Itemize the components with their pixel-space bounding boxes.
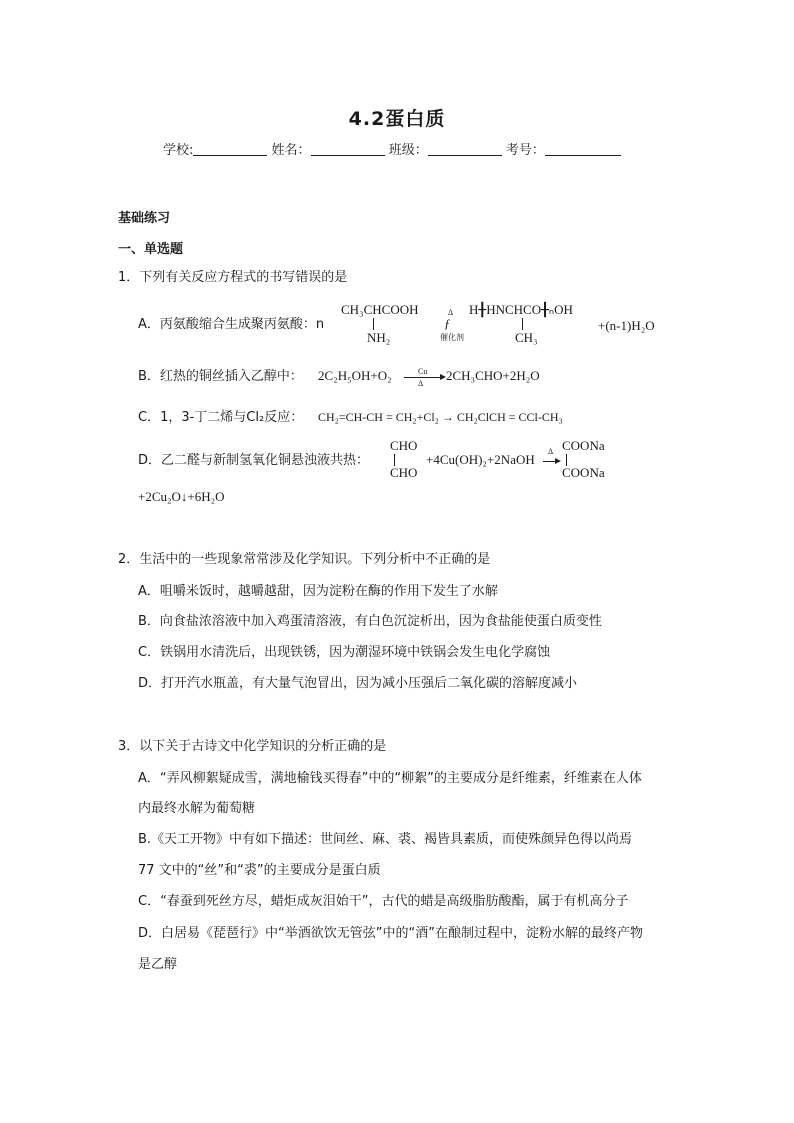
q1-a-reactant-top: CH₃CHCOOH xyxy=(341,302,419,317)
q1-a-polymer: H╂HNCHCO╂ₙOH xyxy=(469,302,573,317)
q1-b-cond-bottom: Δ xyxy=(418,379,424,388)
q2-option-c: C．铁锅用水清洗后，出现铁锈，因为潮湿环境中铁锅会发生电化学腐蚀 xyxy=(138,645,551,660)
q1-d-tail: +2Cu₂O↓+6H₂O xyxy=(138,489,225,504)
q3-option-d-line1: D．白居易《琵琶行》中“举酒欲饮无管弦”中的“酒”在酿制过程中，淀粉水解的最终产物 xyxy=(138,926,643,941)
name-label: 姓名： xyxy=(271,143,311,158)
class-label: 班级： xyxy=(388,143,428,158)
q1-option-d-label: D．乙二醛与新制氢氧化铜悬浊液共热： xyxy=(138,453,370,468)
q1-b-cond-top: Cu xyxy=(418,367,428,376)
school-label: 学校: xyxy=(163,143,194,158)
q3-option-c: C．“春蚕到死丝方尽，蜡炬成灰泪始干”，古代的蜡是高级脂肪酸酯，属于有机高分子 xyxy=(138,894,629,909)
q2-option-b: B．向食盐浓溶液中加入鸡蛋清溶液，有白色沉淀析出，因为食盐能使蛋白质变性 xyxy=(138,614,602,629)
q1-a-condition-top: Δ xyxy=(448,308,454,317)
section-basic: 基础练习 xyxy=(118,211,171,226)
q2-option-a: A．咀嚼米饭时，越嚼越甜，因为淀粉在酶的作用下发生了水解 xyxy=(138,584,498,599)
q1-b-left: 2C₂H₅OH+O₂ xyxy=(318,368,392,383)
q1-option-a-label: A．丙氨酸缩合生成聚丙氨酸：n xyxy=(138,317,325,332)
q1-option-c-label: C．1，3-丁二烯与Cl₂反应： xyxy=(138,410,304,425)
q1-stem: 1．下列有关反应方程式的书写错误的是 xyxy=(118,270,348,285)
q1-d-arrowhead-icon xyxy=(555,458,561,464)
q1-b-right: 2CH₃CHO+2H₂O xyxy=(446,368,540,383)
q1-d-reactant-top: CHO xyxy=(390,438,418,453)
q3-option-a-line1: A．“弄风柳絮疑成雪，满地榆钱买得春”中的“柳絮”的主要成分是纤维素，纤维素在人体 xyxy=(138,771,642,786)
q1-b-arrow-icon xyxy=(404,377,442,378)
q3-stem: 3．以下关于古诗文中化学知识的分析正确的是 xyxy=(118,739,387,754)
q3-option-b-line1: B.《天工开物》中有如下描述：世间丝、麻、裘、褐皆具素质，而使殊颜异色得以尚焉 xyxy=(138,832,633,847)
q2-option-d: D．打开汽水瓶盖，有大量气泡冒出，因为减小压强后二氧化碳的溶解度减小 xyxy=(138,676,578,691)
q1-option-b-label: B．红热的铜丝插入乙醇中： xyxy=(138,369,303,384)
q1-a-tail: +(n-1)H₂O xyxy=(598,318,655,333)
name-blank[interactable] xyxy=(311,142,385,156)
q1-d-reactant-bottom: CHO xyxy=(390,465,418,480)
number-blank[interactable] xyxy=(545,142,621,156)
q3-option-a-line2: 内最终水解为葡萄糖 xyxy=(138,801,256,816)
student-info-line xyxy=(163,139,621,158)
number-label: 考号： xyxy=(505,143,545,158)
page-title: 4.2蛋白质 xyxy=(348,108,446,130)
q1-d-cond: Δ xyxy=(548,447,554,456)
class-blank[interactable] xyxy=(428,142,502,156)
q2-stem: 2．生活中的一些现象常常涉及化学知识。下列分析中不正确的是 xyxy=(118,552,491,567)
q1-a-polymer-sub: CH₃ xyxy=(515,330,538,345)
q1-a-reactant-bottom: NH₂ xyxy=(367,330,391,345)
q1-d-product-bottom: COONa xyxy=(562,465,605,480)
q1-a-polymer-bond xyxy=(522,318,523,330)
section-single-choice: 一、单选题 xyxy=(118,242,184,257)
q3-option-b-line2: 77 文中的“丝”和“裘”的主要成分是蛋白质 xyxy=(138,863,381,878)
q1-a-condition-bottom: 催化剂 xyxy=(440,333,464,342)
q1-d-mid: +4Cu(OH)₂+2NaOH xyxy=(426,452,535,467)
q3-option-d-line2: 是乙醇 xyxy=(138,957,178,972)
school-blank[interactable] xyxy=(193,142,267,156)
q1-a-arrow-icon: ƒ xyxy=(444,316,451,331)
q1-c-equation: CH₂=CH-CH = CH₂+Cl₂ → CH₂ClCH = CCl-CH₃ xyxy=(318,410,563,424)
q1-d-product-top: COONa xyxy=(562,438,605,453)
q1-a-bond xyxy=(373,318,374,330)
